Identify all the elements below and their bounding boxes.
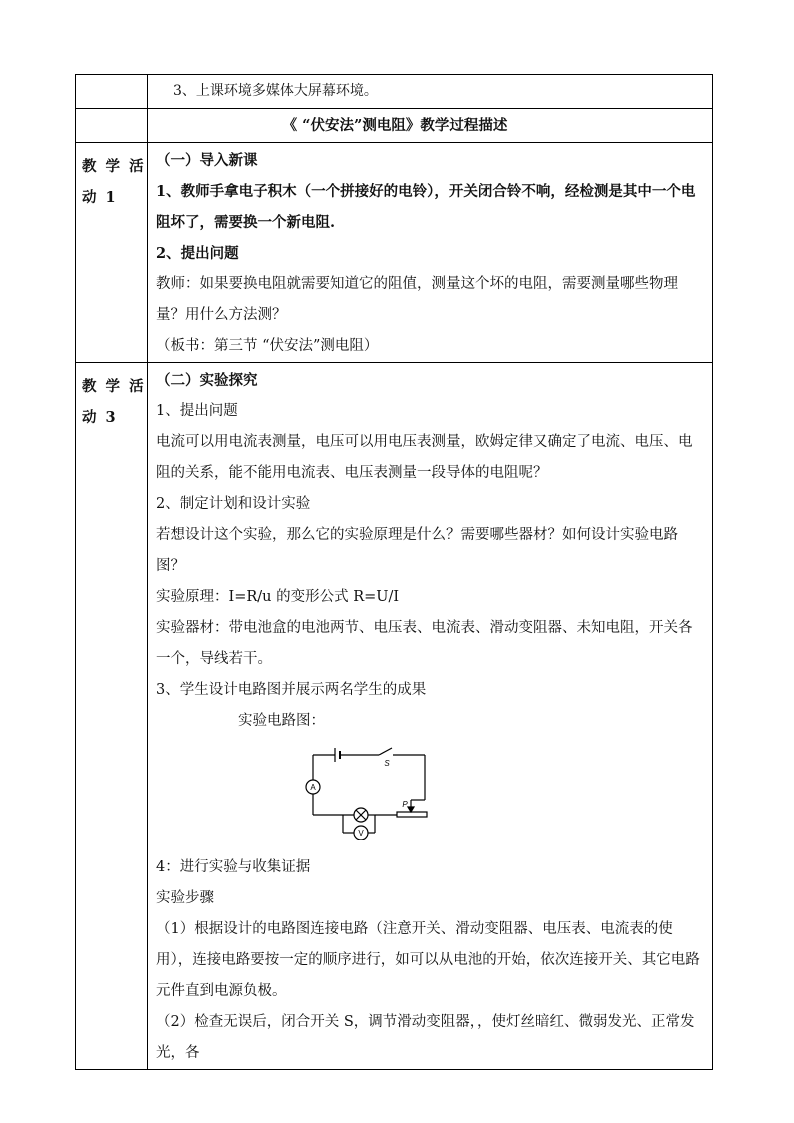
activity-3-paragraph: （1）根据设计的电路图连接电路（注意开关、滑动变阻器、电压表、电流表的使用），连接电路要按一定的顺序进行，如可以从电池的开始，依次连接开关、其它电路元件直到电源负极。 <box>156 921 700 999</box>
section-title: 《 “伏安法”测电阻》教学过程描述 <box>282 117 508 134</box>
activity-1-heading: （一）导入新课 <box>156 152 258 169</box>
activity-3-content-cell <box>148 363 713 1070</box>
slider-arrow-head <box>408 807 414 812</box>
activity-3-row <box>76 363 713 1070</box>
activity-1-label-line2: 动 1 <box>82 189 118 206</box>
activity-3-paragraph: 3、学生设计电路图并展示两名学生的成果 <box>156 682 427 698</box>
activity-1-label-cell <box>76 143 148 363</box>
slider-letter: P <box>402 800 408 809</box>
activity-1-row <box>76 143 713 363</box>
activity-1-paragraph: 教师：如果要换电阻就需要知道它的阻值，测量这个坏的电阻，需要测量哪些物理量？用什么方法测？ <box>156 276 678 323</box>
activity-3-content <box>148 363 712 1069</box>
section-title-cell <box>148 109 713 143</box>
activity-1-label-line1: 教 学 活 <box>82 158 146 175</box>
circuit-diagram-label: 实验电路图： <box>238 713 325 729</box>
switch-letter: S <box>384 759 390 768</box>
environment-text: 3、上课环境多媒体大屏幕环境。 <box>173 83 378 99</box>
environment-row <box>76 75 713 109</box>
activity-3-label-cell <box>76 363 148 1070</box>
activity-1-content-cell <box>148 143 713 363</box>
activity-1-label <box>76 143 147 213</box>
activity-3-paragraph: （2）检查无误后，闭合开关 S，调节滑动变阻器，，使灯丝暗红、微弱发光、正常发光，各 <box>156 1014 695 1061</box>
activity-3-paragraph: 实验器材：带电池盒的电池两节、电压表、电流表、滑动变阻器、未知电阻，开关各一个，导线若干。 <box>156 620 693 667</box>
activity-3-paragraph: 2、制定计划和设计实验 <box>156 496 311 512</box>
activity-3-paragraph: 实验原理：I=R/u 的变形公式 R=U/I <box>156 589 400 605</box>
switch-blade <box>379 748 392 755</box>
empty-label-cell <box>76 75 148 109</box>
activity-3-label-line1: 教 学 活 <box>82 378 146 395</box>
lesson-table <box>75 74 713 1070</box>
activity-1-paragraph: （板书：第三节 “伏安法”测电阻） <box>156 338 379 354</box>
ammeter-letter: A <box>310 783 316 792</box>
activity-3-paragraph: 4：进行实验与收集证据 <box>156 859 311 875</box>
voltmeter-letter: V <box>358 829 364 838</box>
rheostat <box>397 812 427 817</box>
activity-3-paragraph: 电流可以用电流表测量，电压可以用电压表测量，欧姆定律又确定了电流、电压、电阻的关系，能不能用电流表、电压表测量一段导体的电阻呢？ <box>156 434 693 481</box>
activity-3-heading: （二）实验探究 <box>156 372 258 389</box>
empty-label-cell <box>76 109 148 143</box>
document-page <box>75 74 712 1070</box>
activity-1-content <box>148 143 712 362</box>
activity-3-label-line2: 动 3 <box>82 409 118 426</box>
activity-3-label <box>76 363 147 433</box>
activity-1-paragraph: 1、教师手拿电子积木（一个拼接好的电铃），开关闭合铃不响，经检测是其中一个电阻坏了，需要换一个新电阻. <box>156 183 696 231</box>
circuit-diagram <box>303 745 443 840</box>
section-title-row <box>76 109 713 143</box>
activity-3-paragraph: 实验步骤 <box>156 890 214 906</box>
activity-3-paragraph: 1、提出问题 <box>156 403 238 419</box>
activity-3-paragraph: 若想设计这个实验，那么它的实验原理是什么？需要哪些器材？如何设计实验电路图？ <box>156 527 678 574</box>
activity-1-paragraph: 2、提出问题 <box>156 245 239 262</box>
environment-cell <box>148 75 713 109</box>
